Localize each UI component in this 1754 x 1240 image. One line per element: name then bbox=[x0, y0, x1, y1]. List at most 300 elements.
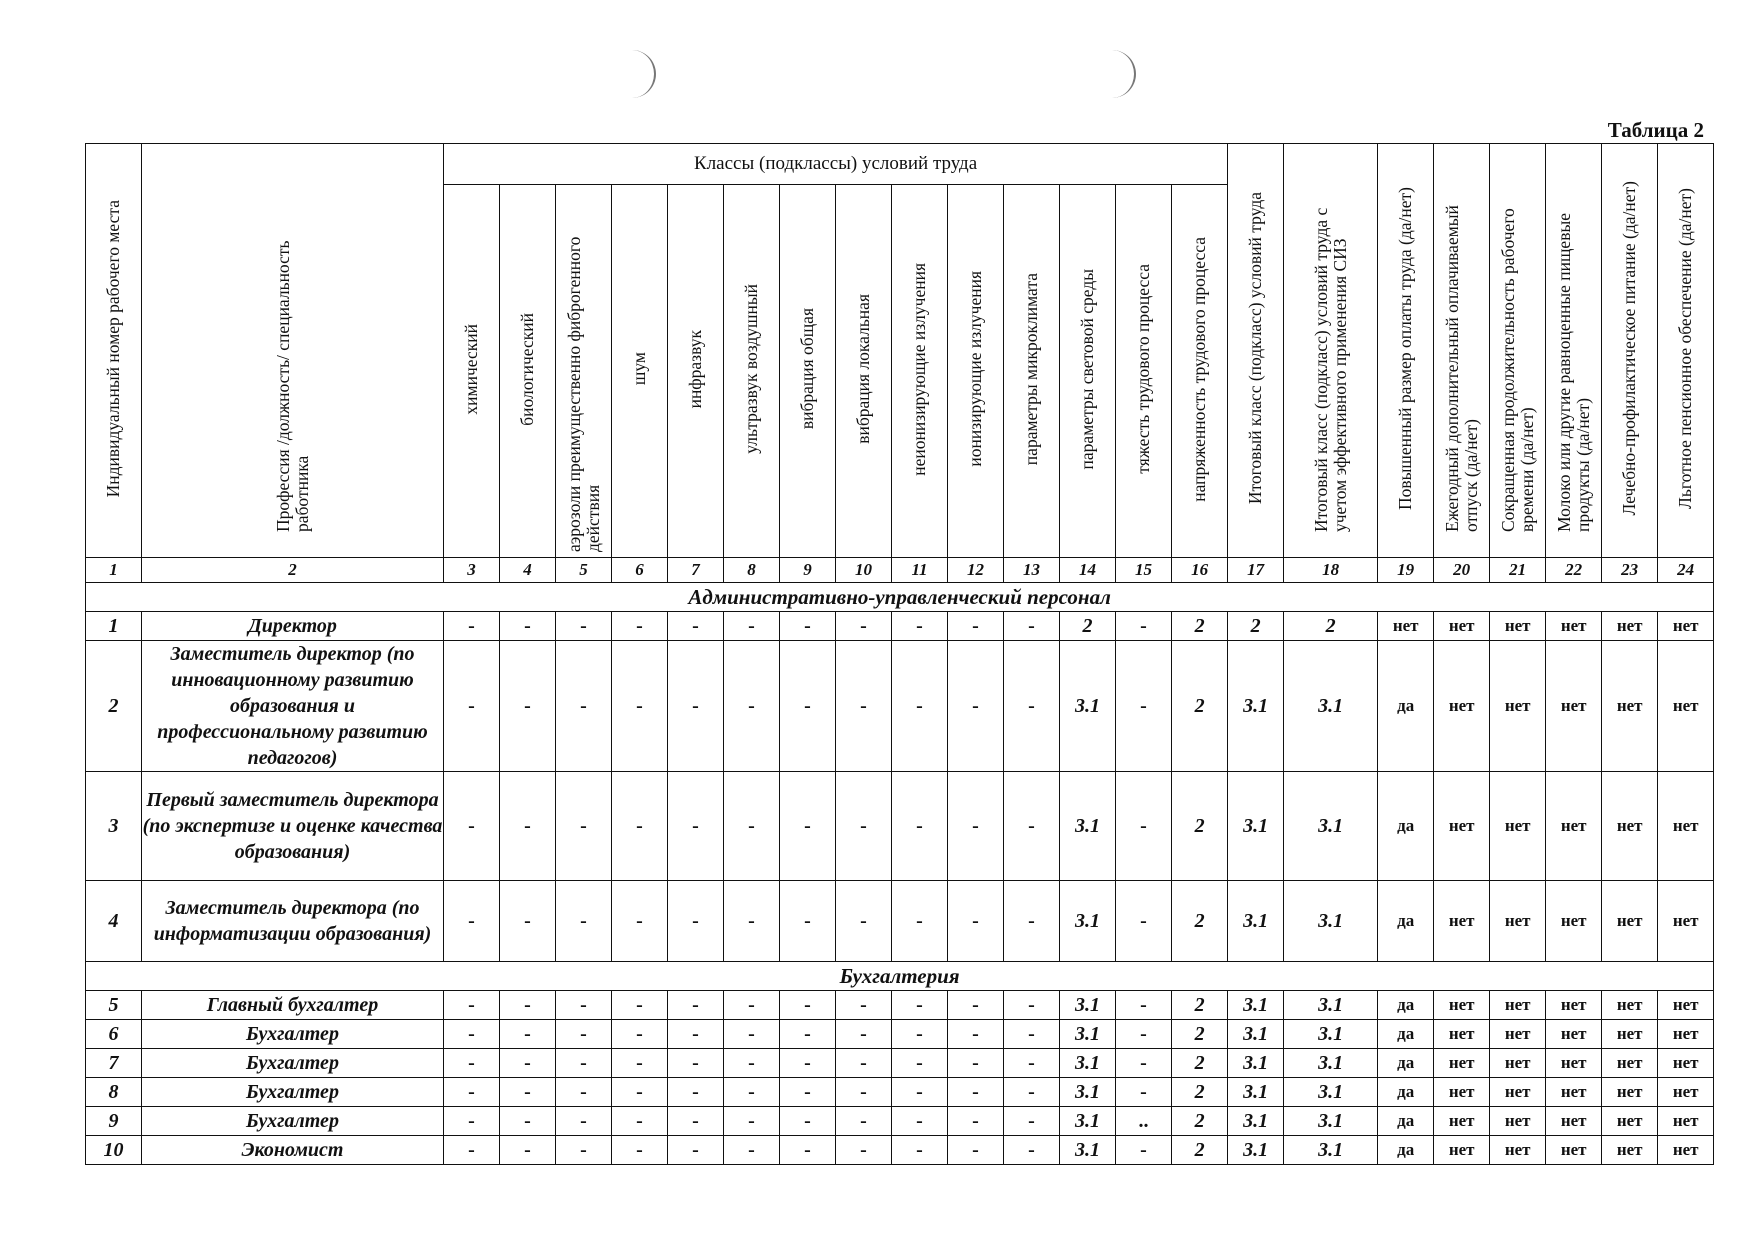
class-cell: - bbox=[668, 1107, 724, 1136]
class-cell: - bbox=[444, 1107, 500, 1136]
working-conditions-table bbox=[85, 143, 1714, 1165]
class-cell: - bbox=[892, 1020, 948, 1049]
class-cell: - bbox=[444, 991, 500, 1020]
table-row bbox=[86, 641, 1714, 772]
class-cell: - bbox=[1004, 881, 1060, 962]
class-cell: - bbox=[1004, 1136, 1060, 1165]
class-cell: - bbox=[668, 991, 724, 1020]
class-cell: - bbox=[948, 881, 1004, 962]
guarantee-cell: нет bbox=[1546, 772, 1602, 881]
class-cell: - bbox=[612, 1136, 668, 1165]
guarantee-cell: нет bbox=[1546, 612, 1602, 641]
class-cell: - bbox=[612, 612, 668, 641]
column-number: 18 bbox=[1284, 558, 1378, 583]
class-cell: - bbox=[612, 1107, 668, 1136]
class-cell: - bbox=[556, 991, 612, 1020]
class-cell: - bbox=[780, 881, 836, 962]
class-cell: - bbox=[612, 641, 668, 772]
class-cell: 3.1 bbox=[1284, 991, 1378, 1020]
class-cell: - bbox=[948, 1049, 1004, 1078]
table-row bbox=[86, 1078, 1714, 1107]
class-cell: .. bbox=[1116, 1107, 1172, 1136]
class-cell: - bbox=[1004, 991, 1060, 1020]
workplace-number: 4 bbox=[86, 881, 142, 962]
guarantee-cell: нет bbox=[1602, 772, 1658, 881]
class-cell: - bbox=[724, 1049, 780, 1078]
class-cell: - bbox=[668, 612, 724, 641]
guarantee-cell: нет bbox=[1434, 1136, 1490, 1165]
section-title: Административно-управленческий персонал bbox=[86, 583, 1714, 612]
header-classes-group: Классы (подклассы) условий труда bbox=[444, 144, 1228, 185]
guarantee-cell: нет bbox=[1546, 641, 1602, 772]
class-cell: - bbox=[948, 1107, 1004, 1136]
class-cell: - bbox=[724, 1136, 780, 1165]
class-cell: - bbox=[556, 1136, 612, 1165]
job-title: Первый заместитель директора (по экспертизе и оценке качества образования) bbox=[142, 772, 444, 881]
class-cell: - bbox=[1004, 1049, 1060, 1078]
class-cell: - bbox=[892, 612, 948, 641]
class-cell: - bbox=[444, 1049, 500, 1078]
class-cell: 3.1 bbox=[1060, 1107, 1116, 1136]
class-cell: - bbox=[556, 612, 612, 641]
guarantee-cell: нет bbox=[1658, 1136, 1714, 1165]
class-cell: - bbox=[1004, 1107, 1060, 1136]
column-number: 23 bbox=[1602, 558, 1658, 583]
class-cell: 3.1 bbox=[1060, 772, 1116, 881]
guarantee-cell: нет bbox=[1434, 1107, 1490, 1136]
column-number: 8 bbox=[724, 558, 780, 583]
class-cell: - bbox=[668, 1020, 724, 1049]
guarantee-cell: нет bbox=[1602, 1049, 1658, 1078]
guarantee-cell: нет bbox=[1602, 641, 1658, 772]
class-cell: - bbox=[612, 1020, 668, 1049]
column-number: 22 bbox=[1546, 558, 1602, 583]
header-factor: вибрация общая bbox=[780, 185, 836, 558]
class-cell: - bbox=[948, 1078, 1004, 1107]
class-cell: 2 bbox=[1060, 612, 1116, 641]
class-cell: 3.1 bbox=[1284, 772, 1378, 881]
guarantee-cell: да bbox=[1378, 1078, 1434, 1107]
class-cell: 3.1 bbox=[1284, 641, 1378, 772]
guarantee-cell: нет bbox=[1490, 991, 1546, 1020]
header-final-class: Итоговый класс (подкласс) условий труда bbox=[1228, 144, 1284, 558]
class-cell: - bbox=[780, 1078, 836, 1107]
class-cell: 3.1 bbox=[1284, 881, 1378, 962]
header-factor: тяжесть трудового процесса bbox=[1116, 185, 1172, 558]
table-row bbox=[86, 991, 1714, 1020]
punch-hole-left bbox=[628, 50, 656, 98]
class-cell: - bbox=[668, 1136, 724, 1165]
class-cell: - bbox=[836, 1136, 892, 1165]
class-cell: - bbox=[668, 772, 724, 881]
guarantee-cell: нет bbox=[1490, 612, 1546, 641]
class-cell: 3.1 bbox=[1228, 1049, 1284, 1078]
class-cell: - bbox=[948, 612, 1004, 641]
class-cell: - bbox=[892, 1136, 948, 1165]
guarantee-cell: да bbox=[1378, 881, 1434, 962]
class-cell: 2 bbox=[1284, 612, 1378, 641]
class-cell: - bbox=[836, 991, 892, 1020]
guarantee-cell: нет bbox=[1602, 1078, 1658, 1107]
class-cell: 2 bbox=[1172, 1136, 1228, 1165]
guarantee-cell: нет bbox=[1658, 991, 1714, 1020]
class-cell: - bbox=[836, 1049, 892, 1078]
class-cell: - bbox=[1004, 1020, 1060, 1049]
class-cell: 3.1 bbox=[1228, 1107, 1284, 1136]
column-number: 19 bbox=[1378, 558, 1434, 583]
class-cell: 2 bbox=[1172, 991, 1228, 1020]
class-cell: - bbox=[444, 612, 500, 641]
guarantee-cell: нет bbox=[1546, 1136, 1602, 1165]
job-title: Экономист bbox=[142, 1136, 444, 1165]
column-number: 14 bbox=[1060, 558, 1116, 583]
class-cell: - bbox=[836, 1020, 892, 1049]
guarantee-cell: нет bbox=[1490, 1049, 1546, 1078]
header-factor: параметры световой среды bbox=[1060, 185, 1116, 558]
guarantee-cell: нет bbox=[1546, 1020, 1602, 1049]
class-cell: - bbox=[500, 991, 556, 1020]
guarantee-cell: нет bbox=[1490, 1078, 1546, 1107]
guarantee-cell: нет bbox=[1658, 1107, 1714, 1136]
table-row bbox=[86, 1136, 1714, 1165]
class-cell: 3.1 bbox=[1228, 991, 1284, 1020]
class-cell: 3.1 bbox=[1060, 1078, 1116, 1107]
header-factor: ультразвук воздушный bbox=[724, 185, 780, 558]
header-final-class-siz: Итоговый класс (подкласс) условий труда с учетом эффективного применения СИЗ bbox=[1284, 144, 1378, 558]
guarantee-cell: нет bbox=[1490, 641, 1546, 772]
guarantee-cell: нет bbox=[1658, 641, 1714, 772]
guarantee-cell: нет bbox=[1602, 1107, 1658, 1136]
class-cell: - bbox=[724, 1020, 780, 1049]
section-row bbox=[86, 962, 1714, 991]
class-cell: - bbox=[948, 772, 1004, 881]
class-cell: - bbox=[780, 1020, 836, 1049]
class-cell: - bbox=[1116, 612, 1172, 641]
job-title: Бухгалтер bbox=[142, 1107, 444, 1136]
section-title: Бухгалтерия bbox=[86, 962, 1714, 991]
class-cell: - bbox=[836, 772, 892, 881]
class-cell: - bbox=[780, 1049, 836, 1078]
class-cell: - bbox=[500, 881, 556, 962]
class-cell: - bbox=[780, 641, 836, 772]
class-cell: 3.1 bbox=[1284, 1078, 1378, 1107]
guarantee-cell: нет bbox=[1434, 1020, 1490, 1049]
class-cell: - bbox=[556, 641, 612, 772]
class-cell: - bbox=[612, 1049, 668, 1078]
header-factor: аэрозоли преимущественно фиброгенного действия bbox=[556, 185, 612, 558]
class-cell: - bbox=[780, 612, 836, 641]
table-row bbox=[86, 1049, 1714, 1078]
class-cell: - bbox=[444, 1078, 500, 1107]
header-factor: инфразвук bbox=[668, 185, 724, 558]
workplace-number: 6 bbox=[86, 1020, 142, 1049]
class-cell: - bbox=[1004, 772, 1060, 881]
column-number: 11 bbox=[892, 558, 948, 583]
class-cell: - bbox=[1116, 881, 1172, 962]
class-cell: - bbox=[444, 881, 500, 962]
guarantee-cell: нет bbox=[1546, 1078, 1602, 1107]
column-number: 5 bbox=[556, 558, 612, 583]
class-cell: 3.1 bbox=[1228, 1020, 1284, 1049]
header-factor: неионизирующие излучения bbox=[892, 185, 948, 558]
class-cell: - bbox=[892, 991, 948, 1020]
class-cell: - bbox=[892, 772, 948, 881]
class-cell: - bbox=[444, 1020, 500, 1049]
class-cell: - bbox=[836, 1078, 892, 1107]
guarantee-cell: нет bbox=[1658, 1078, 1714, 1107]
class-cell: 3.1 bbox=[1228, 641, 1284, 772]
job-title: Заместитель директор (по инновационному развитию образования и профессиональному развитию педагогов) bbox=[142, 641, 444, 772]
class-cell: 2 bbox=[1172, 641, 1228, 772]
class-cell: - bbox=[1116, 772, 1172, 881]
column-number: 7 bbox=[668, 558, 724, 583]
guarantee-cell: нет bbox=[1658, 612, 1714, 641]
guarantee-cell: нет bbox=[1546, 991, 1602, 1020]
workplace-number: 7 bbox=[86, 1049, 142, 1078]
class-cell: - bbox=[612, 881, 668, 962]
guarantee-cell: нет bbox=[1546, 881, 1602, 962]
class-cell: 3.1 bbox=[1228, 772, 1284, 881]
class-cell: - bbox=[444, 1136, 500, 1165]
class-cell: - bbox=[500, 1107, 556, 1136]
class-cell: 3.1 bbox=[1284, 1020, 1378, 1049]
header-pension: Льготное пенсионное обеспечение (да/нет) bbox=[1658, 144, 1714, 558]
class-cell: - bbox=[500, 612, 556, 641]
job-title: Заместитель директора (по информатизации образования) bbox=[142, 881, 444, 962]
class-cell: - bbox=[612, 1078, 668, 1107]
guarantee-cell: да bbox=[1378, 1136, 1434, 1165]
class-cell: 2 bbox=[1172, 612, 1228, 641]
class-cell: 3.1 bbox=[1228, 881, 1284, 962]
class-cell: 3.1 bbox=[1060, 881, 1116, 962]
guarantee-cell: нет bbox=[1658, 881, 1714, 962]
class-cell: - bbox=[892, 881, 948, 962]
class-cell: - bbox=[836, 881, 892, 962]
class-cell: 2 bbox=[1172, 772, 1228, 881]
guarantee-cell: нет bbox=[1602, 991, 1658, 1020]
header-factor: химический bbox=[444, 185, 500, 558]
header-factor: ионизирующие излучения bbox=[948, 185, 1004, 558]
class-cell: - bbox=[668, 641, 724, 772]
job-title: Директор bbox=[142, 612, 444, 641]
class-cell: - bbox=[1116, 1078, 1172, 1107]
class-cell: 3.1 bbox=[1284, 1107, 1378, 1136]
guarantee-cell: нет bbox=[1434, 612, 1490, 641]
class-cell: - bbox=[556, 1049, 612, 1078]
guarantee-cell: нет bbox=[1602, 1020, 1658, 1049]
workplace-number: 5 bbox=[86, 991, 142, 1020]
class-cell: 2 bbox=[1172, 1078, 1228, 1107]
table-caption: Таблица 2 bbox=[1607, 118, 1704, 142]
guarantee-cell: нет bbox=[1546, 1107, 1602, 1136]
guarantee-cell: нет bbox=[1378, 612, 1434, 641]
class-cell: 2 bbox=[1172, 881, 1228, 962]
job-title: Бухгалтер bbox=[142, 1049, 444, 1078]
guarantee-cell: нет bbox=[1602, 881, 1658, 962]
guarantee-cell: нет bbox=[1490, 1136, 1546, 1165]
class-cell: - bbox=[948, 1020, 1004, 1049]
class-cell: - bbox=[724, 991, 780, 1020]
column-number: 1 bbox=[86, 558, 142, 583]
class-cell: - bbox=[444, 772, 500, 881]
guarantee-cell: нет bbox=[1434, 991, 1490, 1020]
workplace-number: 3 bbox=[86, 772, 142, 881]
guarantee-cell: да bbox=[1378, 772, 1434, 881]
class-cell: - bbox=[500, 1020, 556, 1049]
class-cell: 3.1 bbox=[1284, 1049, 1378, 1078]
guarantee-cell: нет bbox=[1658, 772, 1714, 881]
column-number: 17 bbox=[1228, 558, 1284, 583]
class-cell: - bbox=[500, 1049, 556, 1078]
class-cell: - bbox=[892, 1049, 948, 1078]
column-number: 24 bbox=[1658, 558, 1714, 583]
guarantee-cell: нет bbox=[1658, 1020, 1714, 1049]
class-cell: - bbox=[612, 772, 668, 881]
guarantee-cell: нет bbox=[1434, 881, 1490, 962]
class-cell: 3.1 bbox=[1060, 1136, 1116, 1165]
class-cell: - bbox=[892, 1078, 948, 1107]
class-cell: - bbox=[892, 641, 948, 772]
guarantee-cell: нет bbox=[1434, 641, 1490, 772]
class-cell: - bbox=[948, 1136, 1004, 1165]
class-cell: - bbox=[1004, 1078, 1060, 1107]
header-increased-pay: Повышенный размер оплаты труда (да/нет) bbox=[1378, 144, 1434, 558]
class-cell: - bbox=[612, 991, 668, 1020]
class-cell: - bbox=[948, 641, 1004, 772]
header-additional-leave: Ежегодный дополнительный оплачиваемый отпуск (да/нет) bbox=[1434, 144, 1490, 558]
header-factor: биологический bbox=[500, 185, 556, 558]
column-number: 15 bbox=[1116, 558, 1172, 583]
header-milk: Молоко или другие равноценные пищевые продукты (да/нет) bbox=[1546, 144, 1602, 558]
class-cell: - bbox=[724, 1107, 780, 1136]
class-cell: - bbox=[556, 1020, 612, 1049]
column-number: 10 bbox=[836, 558, 892, 583]
punch-hole-right bbox=[1108, 50, 1136, 98]
header-therapeutic-food: Лечебно-профилактическое питание (да/нет) bbox=[1602, 144, 1658, 558]
column-number: 12 bbox=[948, 558, 1004, 583]
workplace-number: 8 bbox=[86, 1078, 142, 1107]
class-cell: - bbox=[1116, 991, 1172, 1020]
guarantee-cell: нет bbox=[1658, 1049, 1714, 1078]
class-cell: - bbox=[780, 1136, 836, 1165]
class-cell: - bbox=[780, 991, 836, 1020]
class-cell: 3.1 bbox=[1060, 991, 1116, 1020]
guarantee-cell: да bbox=[1378, 1020, 1434, 1049]
table-row bbox=[86, 772, 1714, 881]
header-factor: вибрация локальная bbox=[836, 185, 892, 558]
class-cell: - bbox=[1116, 1136, 1172, 1165]
class-cell: - bbox=[1116, 641, 1172, 772]
class-cell: 2 bbox=[1228, 612, 1284, 641]
guarantee-cell: нет bbox=[1546, 1049, 1602, 1078]
class-cell: - bbox=[724, 772, 780, 881]
column-number: 16 bbox=[1172, 558, 1228, 583]
header-profession: Профессия /должность/ специальность работника bbox=[142, 144, 444, 558]
class-cell: 2 bbox=[1172, 1107, 1228, 1136]
header-workplace-number: Индивидуальный номер рабочего места bbox=[86, 144, 142, 558]
table-row bbox=[86, 881, 1714, 962]
class-cell: - bbox=[724, 881, 780, 962]
class-cell: - bbox=[500, 641, 556, 772]
column-number: 20 bbox=[1434, 558, 1490, 583]
class-cell: 3.1 bbox=[1228, 1136, 1284, 1165]
guarantee-cell: нет bbox=[1602, 1136, 1658, 1165]
class-cell: - bbox=[892, 1107, 948, 1136]
guarantee-cell: да bbox=[1378, 1107, 1434, 1136]
workplace-number: 9 bbox=[86, 1107, 142, 1136]
column-numbers-row bbox=[86, 558, 1714, 583]
table-row bbox=[86, 1020, 1714, 1049]
class-cell: - bbox=[724, 641, 780, 772]
class-cell: - bbox=[836, 612, 892, 641]
section-row bbox=[86, 583, 1714, 612]
guarantee-cell: нет bbox=[1490, 1020, 1546, 1049]
column-number: 21 bbox=[1490, 558, 1546, 583]
table-row bbox=[86, 612, 1714, 641]
column-number: 13 bbox=[1004, 558, 1060, 583]
class-cell: - bbox=[668, 881, 724, 962]
class-cell: 2 bbox=[1172, 1020, 1228, 1049]
table-row bbox=[86, 1107, 1714, 1136]
header-factor: шум bbox=[612, 185, 668, 558]
column-number: 3 bbox=[444, 558, 500, 583]
class-cell: - bbox=[948, 991, 1004, 1020]
guarantee-cell: нет bbox=[1490, 881, 1546, 962]
class-cell: 3.1 bbox=[1060, 1020, 1116, 1049]
class-cell: - bbox=[500, 1136, 556, 1165]
column-number: 2 bbox=[142, 558, 444, 583]
guarantee-cell: нет bbox=[1490, 1107, 1546, 1136]
workplace-number: 2 bbox=[86, 641, 142, 772]
class-cell: - bbox=[780, 772, 836, 881]
class-cell: 3.1 bbox=[1284, 1136, 1378, 1165]
class-cell: - bbox=[724, 612, 780, 641]
guarantee-cell: нет bbox=[1434, 772, 1490, 881]
class-cell: - bbox=[836, 641, 892, 772]
class-cell: - bbox=[1004, 612, 1060, 641]
guarantee-cell: да bbox=[1378, 991, 1434, 1020]
class-cell: - bbox=[500, 1078, 556, 1107]
workplace-number: 10 bbox=[86, 1136, 142, 1165]
header-reduced-hours: Сокращенная продолжительность рабочего времени (да/нет) bbox=[1490, 144, 1546, 558]
class-cell: - bbox=[724, 1078, 780, 1107]
class-cell: - bbox=[444, 641, 500, 772]
column-number: 4 bbox=[500, 558, 556, 583]
guarantee-cell: да bbox=[1378, 1049, 1434, 1078]
guarantee-cell: нет bbox=[1434, 1078, 1490, 1107]
class-cell: - bbox=[668, 1078, 724, 1107]
class-cell: 3.1 bbox=[1060, 1049, 1116, 1078]
class-cell: - bbox=[556, 881, 612, 962]
header-factor: параметры микроклимата bbox=[1004, 185, 1060, 558]
job-title: Бухгалтер bbox=[142, 1078, 444, 1107]
class-cell: - bbox=[556, 1107, 612, 1136]
class-cell: - bbox=[780, 1107, 836, 1136]
column-number: 9 bbox=[780, 558, 836, 583]
class-cell: - bbox=[500, 772, 556, 881]
class-cell: - bbox=[668, 1049, 724, 1078]
job-title: Главный бухгалтер bbox=[142, 991, 444, 1020]
class-cell: - bbox=[836, 1107, 892, 1136]
class-cell: - bbox=[556, 772, 612, 881]
class-cell: - bbox=[556, 1078, 612, 1107]
class-cell: - bbox=[1116, 1049, 1172, 1078]
class-cell: 3.1 bbox=[1228, 1078, 1284, 1107]
job-title: Бухгалтер bbox=[142, 1020, 444, 1049]
workplace-number: 1 bbox=[86, 612, 142, 641]
class-cell: - bbox=[1004, 641, 1060, 772]
column-number: 6 bbox=[612, 558, 668, 583]
